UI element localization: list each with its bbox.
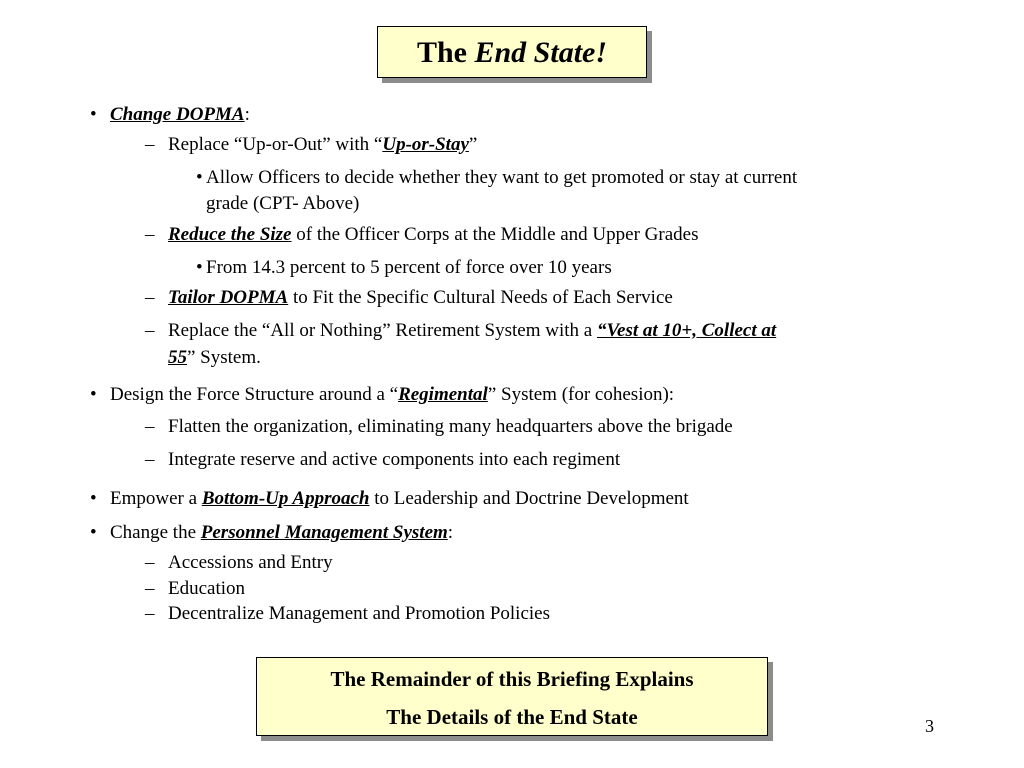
callout-box xyxy=(256,657,768,736)
sub-bullet-text: Integrate reserve and active components into each regiment xyxy=(168,449,621,470)
bullet-text: ” System (for cohesion): xyxy=(487,384,675,405)
sub-bullet-flatten xyxy=(145,416,733,438)
dash-mark: – xyxy=(145,552,155,573)
title-italic: End State! xyxy=(474,36,608,69)
bullet-text: Empower a xyxy=(110,488,202,509)
sub-bullet-up-or-stay xyxy=(145,134,477,156)
sub-bullet-text: Accessions and Entry xyxy=(168,552,333,573)
dash-mark: – xyxy=(145,416,155,437)
bullet-force-structure xyxy=(90,384,674,406)
bullet-mark: • xyxy=(90,384,97,405)
keyword-personnel-system: Personnel Management System xyxy=(200,522,448,543)
dash-mark: – xyxy=(145,578,155,599)
callout-line-2: The Details of the End State xyxy=(386,705,638,729)
bullet-mark: • xyxy=(90,488,97,509)
sub-sub-bullet-text: From 14.3 percent to 5 percent of force over 10 years xyxy=(206,257,612,278)
bullet-text: : xyxy=(447,522,454,543)
bullet-mark: • xyxy=(90,104,97,125)
sub-bullet-retirement xyxy=(145,320,776,342)
keyword-regimental: Regimental xyxy=(398,384,488,405)
sub-bullet-text: Flatten the organization, eliminating many headquarters above the brigade xyxy=(168,416,733,437)
sub-bullet-text: ” xyxy=(468,134,478,155)
sub-bullet-education xyxy=(145,578,245,600)
bullet-mark: • xyxy=(196,257,203,278)
sub-bullet-text: Replace the “All or Nothing” Retirement System with a xyxy=(168,320,597,341)
bullet-bottom-up xyxy=(90,488,689,510)
dash-mark: – xyxy=(145,134,155,155)
bullet-text: : xyxy=(244,104,250,125)
callout-line-1: The Remainder of this Briefing Explains xyxy=(330,667,694,691)
sub-bullet-decentralize xyxy=(145,603,550,625)
keyword-55: 55 xyxy=(168,347,187,368)
sub-bullet-accessions xyxy=(145,552,333,574)
keyword-vest-collect: “Vest at 10+, Collect at xyxy=(596,320,777,341)
sub-bullet-reduce-size xyxy=(145,224,698,246)
dash-mark: – xyxy=(145,224,155,245)
title-plain: The xyxy=(416,36,467,69)
keyword-tailor-dopma: Tailor DOPMA xyxy=(168,287,289,308)
bullet-mark: • xyxy=(90,522,97,543)
page-number: 3 xyxy=(925,716,934,736)
sub-bullet-text: ” System. xyxy=(187,347,261,368)
bullet-text: Change the xyxy=(110,522,201,543)
sub-bullet-text: of the Officer Corps at the Middle and Upper Grades xyxy=(291,224,699,245)
keyword-up-or-stay: Up-or-Stay xyxy=(382,134,469,155)
keyword-change-dopma: Change DOPMA xyxy=(110,104,245,125)
sub-sub-bullet-allow-officers xyxy=(196,167,797,189)
dash-mark: – xyxy=(145,603,155,624)
keyword-reduce-size: Reduce the Size xyxy=(168,224,292,245)
bullet-change-dopma xyxy=(90,104,250,126)
sub-sub-bullet-percent xyxy=(196,257,612,279)
sub-bullet-text: to Fit the Specific Cultural Needs of Each Service xyxy=(288,287,673,308)
bullet-mark: • xyxy=(196,167,203,188)
bullet-text: to Leadership and Doctrine Development xyxy=(369,488,689,509)
sub-sub-bullet-text: Allow Officers to decide whether they want to get promoted or stay at current xyxy=(206,167,798,188)
keyword-bottom-up: Bottom-Up Approach xyxy=(201,488,370,509)
bullet-text: Design the Force Structure around a “ xyxy=(110,384,399,405)
bullet-personnel xyxy=(90,522,453,544)
slide-title xyxy=(377,26,647,78)
sub-bullet-tailor-dopma xyxy=(145,287,673,309)
dash-mark: – xyxy=(145,287,155,308)
sub-sub-bullet-allow-officers-cont xyxy=(206,193,359,215)
dash-mark: – xyxy=(145,320,155,341)
sub-bullet-text: Education xyxy=(168,578,246,599)
dash-mark: – xyxy=(145,449,155,470)
sub-bullet-text: Replace “Up-or-Out” with “ xyxy=(168,134,383,155)
sub-bullet-integrate xyxy=(145,449,620,471)
sub-bullet-text: Decentralize Management and Promotion Policies xyxy=(168,603,550,624)
sub-bullet-retirement-cont xyxy=(168,347,261,369)
sub-sub-bullet-text: grade (CPT- Above) xyxy=(206,193,360,214)
